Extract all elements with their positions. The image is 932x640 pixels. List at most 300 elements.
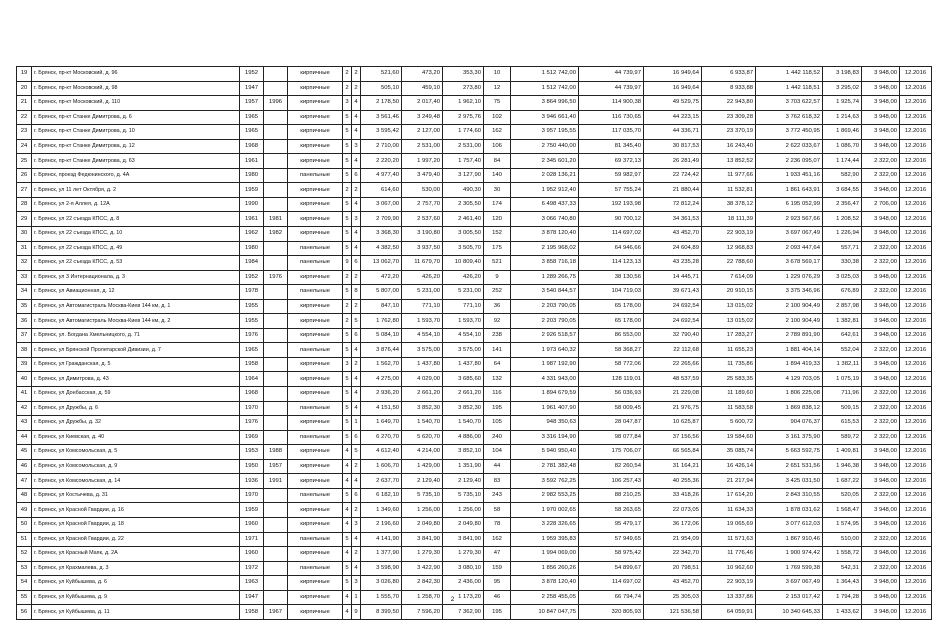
address-cell: г. Брянск, ул Красной Гвардии, д. 16 (32, 503, 240, 518)
total-cost-cell: 3 946 661,40 (511, 110, 579, 125)
total-area-cell: 3 026,80 (361, 576, 402, 591)
entrances-cell: 4 (352, 532, 361, 547)
unit-cost-cell: 509,15 (823, 401, 862, 416)
total-cost-cell: 2 195 968,02 (511, 241, 579, 256)
cost-component-1-cell: 58 772,06 (579, 357, 644, 372)
row-number-cell: 55 (17, 590, 32, 605)
unit-cost-cell: 1 382,81 (823, 314, 862, 329)
total-cost-cell: 3 878 120,40 (511, 576, 579, 591)
max-unit-cost-cell: 2 322,00 (862, 401, 900, 416)
address-cell: г. Брянск, ул Комсомольская, д. 14 (32, 474, 240, 489)
row-number-cell: 50 (17, 517, 32, 532)
entrances-cell: 2 (352, 503, 361, 518)
cost-component-1-cell: 116 730,65 (579, 110, 644, 125)
wall-material-cell: кирпичные (288, 547, 343, 562)
wall-material-cell: кирпичные (288, 125, 343, 140)
max-unit-cost-cell: 3 948,00 (862, 96, 900, 111)
cost-component-3-cell: 22 903,19 (702, 227, 756, 242)
cost-component-3-cell: 17 614,20 (702, 488, 756, 503)
residential-area-cell: 1 173,20 (443, 590, 484, 605)
living-area-cell: 1 258,70 (402, 590, 443, 605)
floors-cell: 5 (343, 532, 352, 547)
build-year-cell: 1968 (240, 387, 264, 402)
residential-area-cell: 10 809,40 (443, 256, 484, 271)
floors-cell: 5 (343, 241, 352, 256)
total-area-cell: 2 936,20 (361, 387, 402, 402)
wall-material-cell: кирпичные (288, 387, 343, 402)
cost-component-2-cell: 43 452,70 (644, 576, 702, 591)
cost-component-1-cell: 66 794,74 (579, 590, 644, 605)
cost-component-3-cell: 11 583,58 (702, 401, 756, 416)
build-year-cell: 1963 (240, 576, 264, 591)
build-year-cell: 1961 (240, 154, 264, 169)
living-area-cell: 3 479,40 (402, 168, 443, 183)
deadline-cell: 12.2016 (900, 270, 932, 285)
reconstruction-year-cell (264, 314, 288, 329)
cost-component-2-cell: 72 812,24 (644, 197, 702, 212)
entrances-cell: 6 (352, 328, 361, 343)
address-cell: г. Брянск, ул. Богдана Хмельницкого, д. 71 (32, 328, 240, 343)
max-unit-cost-cell: 3 948,00 (862, 576, 900, 591)
deadline-cell: 12.2016 (900, 314, 932, 329)
cost-component-2-cell: 66 565,84 (644, 445, 702, 460)
wall-material-cell: панельные (288, 285, 343, 300)
reconstruction-year-cell (264, 168, 288, 183)
address-cell: г. Брянск, пр-кт Станке Димитрова, д. 12 (32, 139, 240, 154)
repair-cost-cell: 4 129 703,05 (756, 372, 823, 387)
cost-component-2-cell: 30 817,53 (644, 139, 702, 154)
cost-component-2-cell: 22 724,42 (644, 168, 702, 183)
deadline-cell: 12.2016 (900, 154, 932, 169)
repair-cost-cell: 2 622 033,67 (756, 139, 823, 154)
residential-area-cell: 2 661,20 (443, 387, 484, 402)
floors-cell: 2 (343, 183, 352, 198)
entrances-cell: 4 (352, 154, 361, 169)
cost-component-1-cell: 44 739,97 (579, 67, 644, 82)
total-area-cell: 3 561,46 (361, 110, 402, 125)
total-cost-cell: 948 350,63 (511, 416, 579, 431)
wall-material-cell: кирпичные (288, 197, 343, 212)
living-area-cell: 3 841,90 (402, 532, 443, 547)
entrances-cell: 4 (352, 387, 361, 402)
residential-area-cell: 1 351,90 (443, 459, 484, 474)
repair-cost-cell: 2 923 567,66 (756, 212, 823, 227)
unit-cost-cell: 615,53 (823, 416, 862, 431)
max-unit-cost-cell: 3 948,00 (862, 474, 900, 489)
max-unit-cost-cell: 2 322,00 (862, 561, 900, 576)
row-number-cell: 28 (17, 197, 32, 212)
floors-cell: 5 (343, 110, 352, 125)
address-cell: г. Брянск, ул Крахмалева, д. 3 (32, 561, 240, 576)
row-number-cell: 25 (17, 154, 32, 169)
total-cost-cell: 1 894 679,59 (511, 387, 579, 402)
build-year-cell: 1990 (240, 197, 264, 212)
wall-material-cell: панельные (288, 532, 343, 547)
build-year-cell: 1952 (240, 270, 264, 285)
unit-cost-cell: 1 382,11 (823, 357, 862, 372)
row-number-cell: 51 (17, 532, 32, 547)
table-row (17, 139, 932, 154)
max-unit-cost-cell: 3 948,00 (862, 183, 900, 198)
entrances-cell: 8 (352, 285, 361, 300)
living-area-cell: 3 249,48 (402, 110, 443, 125)
row-number-cell: 30 (17, 227, 32, 242)
unit-cost-cell: 3 198,83 (823, 67, 862, 82)
unit-cost-cell: 3 684,55 (823, 183, 862, 198)
table-row (17, 314, 932, 329)
living-area-cell: 3 852,30 (402, 401, 443, 416)
table-row (17, 183, 932, 198)
register-table-wrapper (16, 66, 927, 620)
unit-cost-cell: 1 794,28 (823, 590, 862, 605)
cost-component-1-cell: 98 077,84 (579, 430, 644, 445)
total-cost-cell: 4 331 943,00 (511, 372, 579, 387)
deadline-cell: 12.2016 (900, 168, 932, 183)
repair-cost-cell: 1 442 118,52 (756, 67, 823, 82)
table-row (17, 256, 932, 271)
living-area-cell: 3 190,80 (402, 227, 443, 242)
max-unit-cost-cell: 3 948,00 (862, 328, 900, 343)
address-cell: г. Брянск, ул Дружбы, д. 32 (32, 416, 240, 431)
total-cost-cell: 2 750 440,00 (511, 139, 579, 154)
cost-component-1-cell: 56 036,93 (579, 387, 644, 402)
deadline-cell: 12.2016 (900, 517, 932, 532)
wall-material-cell: кирпичные (288, 503, 343, 518)
total-cost-cell: 2 203 790,05 (511, 314, 579, 329)
living-area-cell: 4 029,00 (402, 372, 443, 387)
table-body (17, 67, 932, 620)
table-row (17, 387, 932, 402)
wall-material-cell: панельные (288, 241, 343, 256)
cost-component-1-cell: 57 949,65 (579, 532, 644, 547)
residents-cell: 159 (484, 561, 511, 576)
deadline-cell: 12.2016 (900, 357, 932, 372)
repair-cost-cell: 1 867 910,46 (756, 532, 823, 547)
cost-component-2-cell: 33 418,26 (644, 488, 702, 503)
total-cost-cell: 10 847 047,75 (511, 605, 579, 620)
reconstruction-year-cell (264, 285, 288, 300)
residents-cell: 46 (484, 590, 511, 605)
row-number-cell: 33 (17, 270, 32, 285)
total-area-cell: 1 649,70 (361, 416, 402, 431)
entrances-cell: 6 (352, 256, 361, 271)
unit-cost-cell: 520,05 (823, 488, 862, 503)
floors-cell: 5 (343, 576, 352, 591)
residents-cell: 116 (484, 387, 511, 402)
reconstruction-year-cell (264, 430, 288, 445)
deadline-cell: 12.2016 (900, 430, 932, 445)
build-year-cell: 1972 (240, 561, 264, 576)
entrances-cell: 3 (352, 517, 361, 532)
entrances-cell: 4 (352, 227, 361, 242)
address-cell: г. Брянск, ул 2-я Аллея, д. 12А (32, 197, 240, 212)
cost-component-1-cell: 44 739,97 (579, 81, 644, 96)
deadline-cell: 12.2016 (900, 401, 932, 416)
total-cost-cell: 3 592 762,25 (511, 474, 579, 489)
living-area-cell: 3 422,90 (402, 561, 443, 576)
deadline-cell: 12.2016 (900, 285, 932, 300)
cost-component-3-cell: 21 217,94 (702, 474, 756, 489)
address-cell: г. Брянск, ул Автомагистраль Москва-Киев 144 км, д. 1 (32, 299, 240, 314)
residential-area-cell: 2 436,00 (443, 576, 484, 591)
total-cost-cell: 6 498 437,33 (511, 197, 579, 212)
residential-area-cell: 353,30 (443, 67, 484, 82)
address-cell: г. Брянск, ул Куйбышева, д. 6 (32, 576, 240, 591)
address-cell: г. Брянск, ул Гражданская, д. 5 (32, 357, 240, 372)
total-cost-cell: 1 987 192,90 (511, 357, 579, 372)
entrances-cell: 4 (352, 96, 361, 111)
row-number-cell: 27 (17, 183, 32, 198)
build-year-cell: 1950 (240, 459, 264, 474)
build-year-cell: 1969 (240, 430, 264, 445)
table-row (17, 532, 932, 547)
max-unit-cost-cell: 2 322,00 (862, 343, 900, 358)
cost-component-3-cell: 13 015,02 (702, 299, 756, 314)
entrances-cell: 2 (352, 357, 361, 372)
living-area-cell: 2 661,20 (402, 387, 443, 402)
residential-area-cell: 1 593,70 (443, 314, 484, 329)
row-number-cell: 23 (17, 125, 32, 140)
table-row (17, 285, 932, 300)
cost-component-1-cell: 114 697,02 (579, 576, 644, 591)
max-unit-cost-cell: 3 948,00 (862, 547, 900, 562)
total-cost-cell: 1 973 640,32 (511, 343, 579, 358)
max-unit-cost-cell: 3 948,00 (862, 270, 900, 285)
living-area-cell: 5 231,00 (402, 285, 443, 300)
build-year-cell: 1970 (240, 401, 264, 416)
unit-cost-cell: 2 857,98 (823, 299, 862, 314)
entrances-cell: 9 (352, 605, 361, 620)
wall-material-cell: кирпичные (288, 517, 343, 532)
cost-component-1-cell: 64 946,66 (579, 241, 644, 256)
cost-component-3-cell: 23 370,19 (702, 125, 756, 140)
residential-area-cell: 2 129,40 (443, 474, 484, 489)
reconstruction-year-cell (264, 503, 288, 518)
total-area-cell: 2 637,70 (361, 474, 402, 489)
wall-material-cell: кирпичные (288, 299, 343, 314)
floors-cell: 5 (343, 212, 352, 227)
total-area-cell: 1 555,70 (361, 590, 402, 605)
floors-cell: 3 (343, 357, 352, 372)
total-area-cell: 847,10 (361, 299, 402, 314)
total-area-cell: 4 977,40 (361, 168, 402, 183)
total-area-cell: 1 606,70 (361, 459, 402, 474)
address-cell: г. Брянск, ул Киевская, д. 40 (32, 430, 240, 445)
residential-area-cell: 7 362,90 (443, 605, 484, 620)
table-row (17, 154, 932, 169)
residents-cell: 141 (484, 343, 511, 358)
unit-cost-cell: 676,89 (823, 285, 862, 300)
entrances-cell: 4 (352, 197, 361, 212)
reconstruction-year-cell (264, 154, 288, 169)
row-number-cell: 34 (17, 285, 32, 300)
entrances-cell: 5 (352, 445, 361, 460)
total-cost-cell: 2 345 601,20 (511, 154, 579, 169)
build-year-cell: 1961 (240, 212, 264, 227)
total-area-cell: 2 220,20 (361, 154, 402, 169)
max-unit-cost-cell: 3 948,00 (862, 605, 900, 620)
row-number-cell: 26 (17, 168, 32, 183)
build-year-cell: 1955 (240, 314, 264, 329)
max-unit-cost-cell: 3 948,00 (862, 212, 900, 227)
floors-cell: 5 (343, 227, 352, 242)
reconstruction-year-cell (264, 67, 288, 82)
deadline-cell: 12.2016 (900, 474, 932, 489)
build-year-cell: 1970 (240, 488, 264, 503)
row-number-cell: 45 (17, 445, 32, 460)
total-area-cell: 5 084,10 (361, 328, 402, 343)
build-year-cell: 1947 (240, 590, 264, 605)
row-number-cell: 52 (17, 547, 32, 562)
repair-cost-cell: 3 703 622,57 (756, 96, 823, 111)
cost-component-1-cell: 81 345,40 (579, 139, 644, 154)
build-year-cell: 1959 (240, 183, 264, 198)
row-number-cell: 22 (17, 110, 32, 125)
reconstruction-year-cell (264, 517, 288, 532)
cost-component-3-cell: 35 085,74 (702, 445, 756, 460)
total-area-cell: 2 196,60 (361, 517, 402, 532)
deadline-cell: 12.2016 (900, 328, 932, 343)
wall-material-cell: панельные (288, 561, 343, 576)
residents-cell: 243 (484, 488, 511, 503)
entrances-cell: 4 (352, 401, 361, 416)
total-area-cell: 4 151,50 (361, 401, 402, 416)
living-area-cell: 11 679,70 (402, 256, 443, 271)
address-cell: г. Брянск, ул Красной Гвардии, д. 18 (32, 517, 240, 532)
deadline-cell: 12.2016 (900, 387, 932, 402)
wall-material-cell: кирпичные (288, 96, 343, 111)
residential-area-cell: 3 127,90 (443, 168, 484, 183)
row-number-cell: 56 (17, 605, 32, 620)
unit-cost-cell: 1 214,63 (823, 110, 862, 125)
unit-cost-cell: 2 356,47 (823, 197, 862, 212)
cost-component-1-cell: 88 210,25 (579, 488, 644, 503)
address-cell: г. Брянск, ул Красный Маяк, д. 2А (32, 547, 240, 562)
cost-component-1-cell: 90 700,12 (579, 212, 644, 227)
entrances-cell: 4 (352, 241, 361, 256)
wall-material-cell: кирпичные (288, 372, 343, 387)
cost-component-1-cell: 86 553,00 (579, 328, 644, 343)
unit-cost-cell: 1 086,70 (823, 139, 862, 154)
max-unit-cost-cell: 2 322,00 (862, 430, 900, 445)
total-area-cell: 6 270,70 (361, 430, 402, 445)
residents-cell: 140 (484, 168, 511, 183)
wall-material-cell: панельные (288, 430, 343, 445)
residential-area-cell: 4 886,00 (443, 430, 484, 445)
row-number-cell: 40 (17, 372, 32, 387)
floors-cell: 5 (343, 139, 352, 154)
residential-area-cell: 3 005,50 (443, 227, 484, 242)
cost-component-1-cell: 82 260,54 (579, 459, 644, 474)
residents-cell: 36 (484, 299, 511, 314)
entrances-cell: 6 (352, 430, 361, 445)
wall-material-cell: кирпичные (288, 314, 343, 329)
row-number-cell: 37 (17, 328, 32, 343)
total-cost-cell: 2 258 455,05 (511, 590, 579, 605)
unit-cost-cell: 711,96 (823, 387, 862, 402)
entrances-cell: 2 (352, 459, 361, 474)
build-year-cell: 1962 (240, 227, 264, 242)
total-area-cell: 4 275,00 (361, 372, 402, 387)
residential-area-cell: 3 852,30 (443, 401, 484, 416)
total-cost-cell: 1 512 742,00 (511, 67, 579, 82)
floors-cell: 4 (343, 517, 352, 532)
address-cell: г. Брянск, ул Куйбышева, д. 11 (32, 605, 240, 620)
table-row (17, 401, 932, 416)
total-area-cell: 3 595,42 (361, 125, 402, 140)
row-number-cell: 53 (17, 561, 32, 576)
table-row (17, 227, 932, 242)
unit-cost-cell: 1 568,47 (823, 503, 862, 518)
max-unit-cost-cell: 3 948,00 (862, 314, 900, 329)
entrances-cell: 3 (352, 139, 361, 154)
entrances-cell: 1 (352, 416, 361, 431)
table-row (17, 517, 932, 532)
build-year-cell: 1960 (240, 547, 264, 562)
repair-cost-cell: 3 425 031,50 (756, 474, 823, 489)
living-area-cell: 459,10 (402, 81, 443, 96)
total-area-cell: 5 807,00 (361, 285, 402, 300)
cost-component-3-cell: 11 655,23 (702, 343, 756, 358)
cost-component-2-cell: 22 112,68 (644, 343, 702, 358)
repair-cost-cell: 1 900 974,42 (756, 547, 823, 562)
cost-component-1-cell: 38 130,56 (579, 270, 644, 285)
cost-component-3-cell: 22 788,60 (702, 256, 756, 271)
reconstruction-year-cell (264, 110, 288, 125)
table-row (17, 605, 932, 620)
entrances-cell: 2 (352, 270, 361, 285)
entrances-cell: 6 (352, 168, 361, 183)
residents-cell: 195 (484, 605, 511, 620)
repair-cost-cell: 1 894 419,33 (756, 357, 823, 372)
total-cost-cell: 3 540 844,57 (511, 285, 579, 300)
reconstruction-year-cell: 1996 (264, 96, 288, 111)
row-number-cell: 44 (17, 430, 32, 445)
total-area-cell: 2 710,00 (361, 139, 402, 154)
total-area-cell: 3 876,44 (361, 343, 402, 358)
entrances-cell: 4 (352, 110, 361, 125)
reconstruction-year-cell (264, 401, 288, 416)
reconstruction-year-cell (264, 256, 288, 271)
floors-cell: 4 (343, 445, 352, 460)
living-area-cell: 7 596,20 (402, 605, 443, 620)
cost-component-2-cell: 44 223,15 (644, 110, 702, 125)
residential-area-cell: 3 841,90 (443, 532, 484, 547)
entrances-cell: 4 (352, 372, 361, 387)
living-area-cell: 1 540,70 (402, 416, 443, 431)
cost-component-1-cell: 128 119,01 (579, 372, 644, 387)
unit-cost-cell: 642,61 (823, 328, 862, 343)
total-area-cell: 4 612,40 (361, 445, 402, 460)
deadline-cell: 12.2016 (900, 503, 932, 518)
residents-cell: 132 (484, 372, 511, 387)
max-unit-cost-cell: 3 948,00 (862, 590, 900, 605)
residents-cell: 106 (484, 139, 511, 154)
repair-cost-cell: 1 442 118,51 (756, 81, 823, 96)
residential-area-cell: 3 505,70 (443, 241, 484, 256)
living-area-cell: 2 049,80 (402, 517, 443, 532)
residential-area-cell: 1 540,70 (443, 416, 484, 431)
cost-component-3-cell: 5 600,72 (702, 416, 756, 431)
build-year-cell: 1980 (240, 168, 264, 183)
total-cost-cell: 3 316 194,90 (511, 430, 579, 445)
reconstruction-year-cell (264, 547, 288, 562)
deadline-cell: 12.2016 (900, 125, 932, 140)
total-area-cell: 13 062,70 (361, 256, 402, 271)
deadline-cell: 12.2016 (900, 227, 932, 242)
cost-component-1-cell: 54 899,67 (579, 561, 644, 576)
floors-cell: 5 (343, 154, 352, 169)
